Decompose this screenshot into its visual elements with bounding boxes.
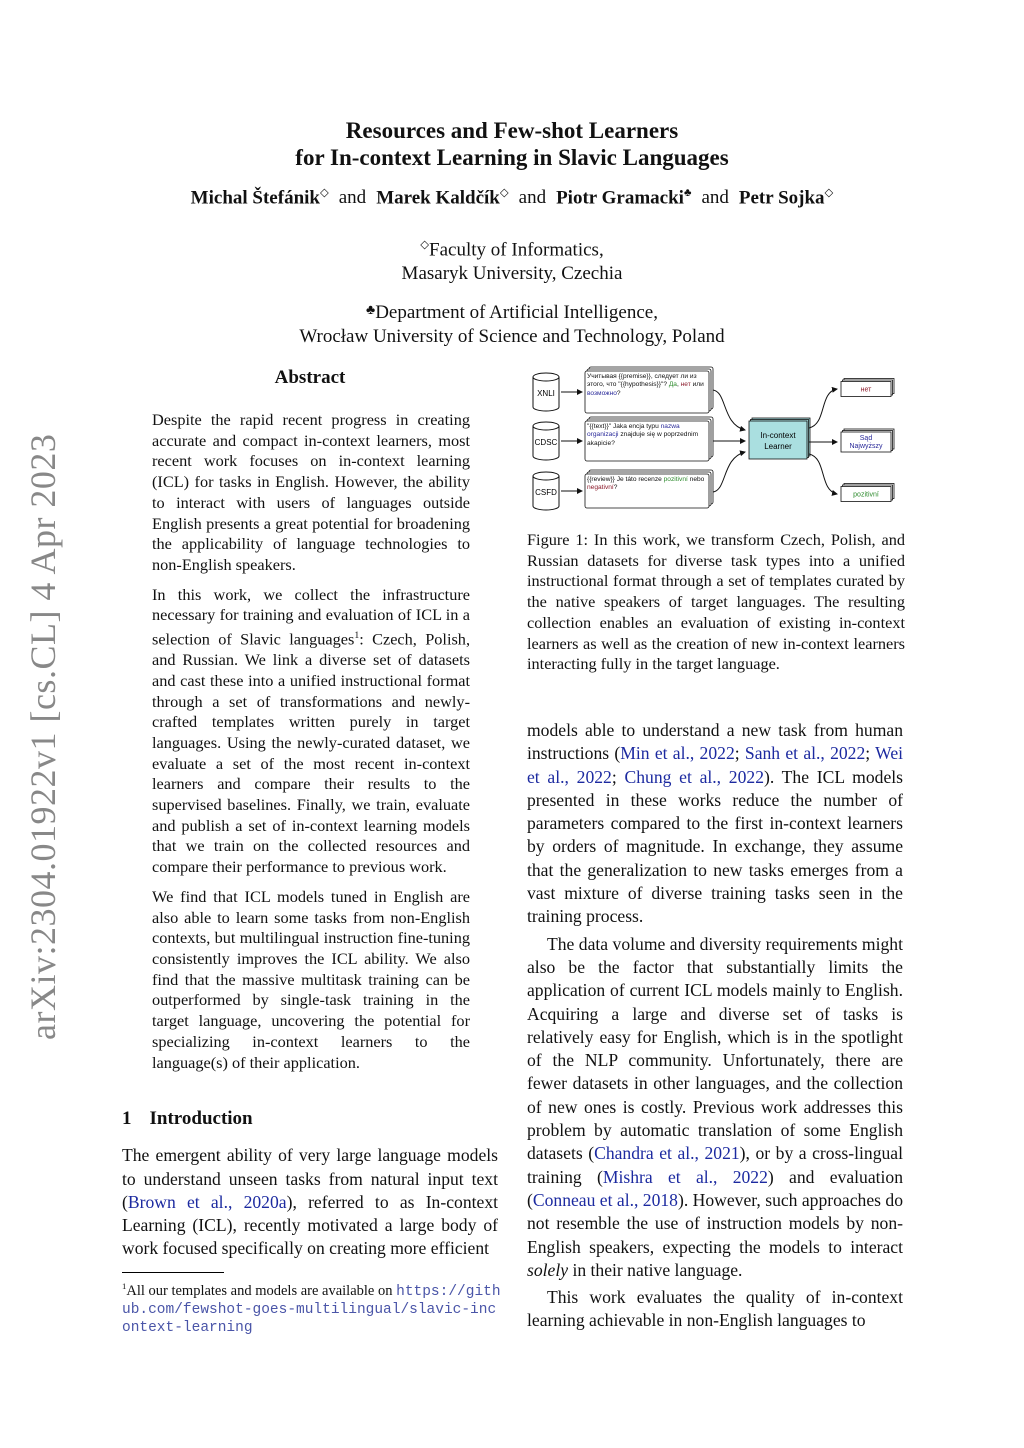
- figure-1-diagram: [527, 362, 907, 522]
- author-name: Petr Sojka: [738, 187, 825, 209]
- abstract-heading: Abstract: [274, 367, 346, 388]
- affiliation-1: [0, 233, 1024, 286]
- cylinder-top: [533, 422, 559, 430]
- citation-link[interactable]: Min et al., 2022: [620, 743, 735, 764]
- section-title: Introduction: [149, 1108, 253, 1129]
- template-token: pozitivní: [663, 476, 688, 483]
- affiliation-line: Wrocław University of Science and Technology, Poland: [299, 326, 725, 347]
- template-text: [587, 423, 707, 463]
- affiliation-mark: ◇: [499, 187, 509, 199]
- text-run: In this work, we collect the infrastructure necessary for training and evaluation of ICL in a selection of Slavic languages: [152, 584, 470, 649]
- template-token: "{{text}}" Jaka encja typu: [587, 423, 661, 430]
- text-run: ;: [611, 766, 625, 787]
- text-run: ), or by a cross-lingual training (: [527, 1143, 903, 1187]
- affiliation-mark: ◇: [319, 187, 329, 199]
- template-text: [587, 373, 707, 398]
- author-name: Piotr Gramacki: [556, 187, 684, 209]
- dataset-label: CDSC: [534, 438, 558, 447]
- template-token: nazwa organizacji: [587, 423, 680, 439]
- citation-link[interactable]: Chung et al., 2022: [624, 766, 764, 787]
- footnote-link[interactable]: https://github.com/fewshot-goes-multilingual/slavic-incontext-learning: [122, 1283, 501, 1336]
- template-token: ?: [616, 389, 621, 397]
- intro-paragraph: [527, 719, 903, 929]
- affiliation-line: Masaryk University, Czechia: [401, 263, 623, 285]
- output-label: нет: [860, 386, 872, 394]
- citation-link[interactable]: Sanh et al., 2022: [744, 743, 866, 764]
- arxiv-identifier: arXiv:2304.01922v1 [cs.CL] 4 Apr 2023: [23, 433, 63, 1040]
- template-token: Учитывая {{premise}}, следует ли из этого, что "{{hypothesis}}"?: [587, 373, 697, 389]
- text-run: We find that ICL models tuned in English are also able to learn some tasks from non-English contexts, but multilingual instruction fine-tuning consistently improves the ICL ability. We also find that the massive multitask training can be outperformed by single-task training in the target language, uncovering the potential for specializing in-context learners to the language(s) of their application.: [152, 886, 470, 1072]
- text-run: The data volume and diversity requirements might also be the factor that substantially limits the application of current ICL models mainly to English. Acquiring a large and diverse set of tasks is relatively easy for English, which is in the spotlight of the NLP community. Unfortunately, there are fewer datasets in other languages, and the collection of new ones is costly. Previous work addresses this problem by automatic translation of some English datasets (: [527, 933, 903, 1164]
- text-run: ). However, such approaches do not resemble the use of instruction models by non-English speakers, expecting the models to interact: [527, 1189, 903, 1257]
- footnote-ref[interactable]: 1: [354, 630, 360, 642]
- dataset-xnli-icon: [533, 373, 559, 411]
- and-separator: and: [338, 187, 367, 209]
- figure-caption: Figure 1: In this work, we transform Czech, Polish, and Russian datasets for diverse task types into a unified instructional format through a set of templates curated by the native speakers of target languages. The resulting collection enables an evaluation of existing in-context learners as well as the creation of new in-context learners interacting fully in the target language.: [527, 530, 905, 674]
- template-token: negativní: [587, 484, 614, 492]
- affiliation-mark: ◇: [420, 239, 430, 251]
- arrow: [809, 454, 837, 494]
- intro-paragraph: [527, 1286, 903, 1333]
- citation-link[interactable]: Mishra et al., 2022: [602, 1166, 768, 1187]
- text-run: Despite the rapid recent progress in creating accurate and compact in-context learners, most recent work focuses on in-context learning (ICL) for tasks in English. However, the ability to interact with users of languages outside English presents a great potential for broadening the applicability of language technologies to non-English speakers.: [152, 410, 470, 574]
- template-token: Да: [668, 381, 677, 389]
- cylinder-top: [533, 373, 559, 381]
- text-run: ). The ICL models presented in these works reduce the number of parameters compared to the first in-context learners by orders of magnitude. In exchange, they assume that the generalization to new tasks emerges from a vast mixture of diverse training tasks seen in the training process.: [527, 766, 904, 927]
- affiliation-mark: ♣: [683, 187, 692, 199]
- dataset-cdsc-icon: [533, 422, 559, 460]
- and-separator: and: [701, 187, 729, 209]
- learner-box: [749, 421, 807, 459]
- footnote-mark: 1: [122, 1281, 127, 1291]
- dataset-csfd-icon: [533, 472, 559, 510]
- template-token: возможно: [587, 389, 617, 397]
- arrow: [713, 452, 745, 492]
- author-name: Marek Kaldčík: [376, 187, 500, 209]
- affiliation-line: Department of Artificial Intelligence,: [375, 302, 658, 323]
- dataset-label: CSFD: [535, 488, 557, 497]
- text-run: ;: [734, 743, 745, 764]
- citation-link[interactable]: Brown et al., 2020a: [127, 1191, 287, 1212]
- section-number: 1: [122, 1108, 132, 1129]
- affiliation-mark: ◇: [824, 187, 834, 199]
- paper-title: [0, 117, 1024, 171]
- text-run: The emergent ability of very large language models to understand unseen tasks from natural input text (: [122, 1145, 498, 1212]
- affiliation-2: [0, 299, 1024, 349]
- affiliation-mark: ♣: [366, 303, 376, 318]
- learner-label: In-context: [760, 431, 796, 440]
- title-line-2: for In-context Learning in Slavic Languages: [295, 145, 729, 170]
- text-run: This work evaluates the quality of in-context learning achievable in non-English languages to: [527, 1287, 903, 1331]
- text-run: models able to understand a new task from human instructions (: [527, 720, 903, 764]
- intro-paragraph: [122, 1144, 498, 1260]
- abstract-paragraph: [152, 585, 470, 878]
- intro-right-column: [527, 719, 903, 1333]
- citation-link[interactable]: Chandra et al., 2021: [594, 1143, 740, 1164]
- text-run: : Czech, Polish, and Russian. We link a diverse set of datasets and cast these into a unified instructional format through a set of transformations and newly-crafted templates written purely in target languages. Using the newly-curated dataset, we evaluate a set of the most recent in-context learners and compare their results to the supervised baselines. Finally, we train, evaluate and publish a set of in-context learning models that we train on the collected resources and compare their performance to previous work.: [152, 629, 471, 877]
- template-token: {{review}} Je táto recenze: [587, 476, 664, 483]
- section-heading: [122, 1107, 498, 1130]
- affiliation-line: Faculty of Informatics,: [429, 239, 604, 261]
- footnote: [122, 1278, 502, 1337]
- template-text: [587, 423, 707, 448]
- template-token: znajduje się w poprzednim akapicie?: [587, 431, 699, 447]
- text-run: solely: [527, 1259, 569, 1280]
- template-token: или: [690, 381, 704, 389]
- author-list: [0, 185, 1024, 209]
- text-run: ;: [865, 743, 876, 764]
- dataset-label: XNLI: [537, 389, 555, 398]
- template-token: nebo: [687, 476, 705, 483]
- output-label: Sąd: [859, 435, 873, 442]
- introduction-section: [122, 1107, 498, 1261]
- and-separator: and: [518, 187, 547, 209]
- text-run: in their native language.: [568, 1259, 743, 1280]
- template-text: [587, 476, 707, 493]
- template-text: [587, 476, 707, 510]
- output-label: pozitivní: [853, 491, 879, 499]
- intro-paragraph: [527, 933, 903, 1282]
- cylinder-top: [533, 472, 559, 480]
- title-line-1: Resources and Few-shot Learners: [345, 118, 679, 143]
- learner-label: Learner: [764, 442, 792, 451]
- abstract-body: [152, 410, 470, 1082]
- template-token: нет: [680, 381, 691, 389]
- footnote-rule: [122, 1272, 224, 1273]
- arrow: [809, 389, 837, 428]
- output-label: Najwyższy: [849, 443, 883, 450]
- author-name: Michal Štefánik: [190, 187, 320, 209]
- template-token: ,: [676, 381, 681, 389]
- abstract-paragraph: [152, 410, 470, 576]
- text-run: ), referred to as In-context Learning (ICL), recently motivated a large body of work focused specifically on creating more efficient: [122, 1191, 499, 1259]
- footnote-text: All our templates and models are available on: [126, 1282, 397, 1299]
- text-run: ) and evaluation (: [527, 1166, 903, 1210]
- template-text: [587, 373, 707, 415]
- abstract-paragraph: [152, 887, 470, 1073]
- arrow: [713, 390, 745, 430]
- citation-link[interactable]: Conneau et al., 2018: [532, 1189, 678, 1210]
- template-token: ?: [613, 484, 618, 492]
- citation-link[interactable]: Wei et al., 2022: [527, 743, 904, 787]
